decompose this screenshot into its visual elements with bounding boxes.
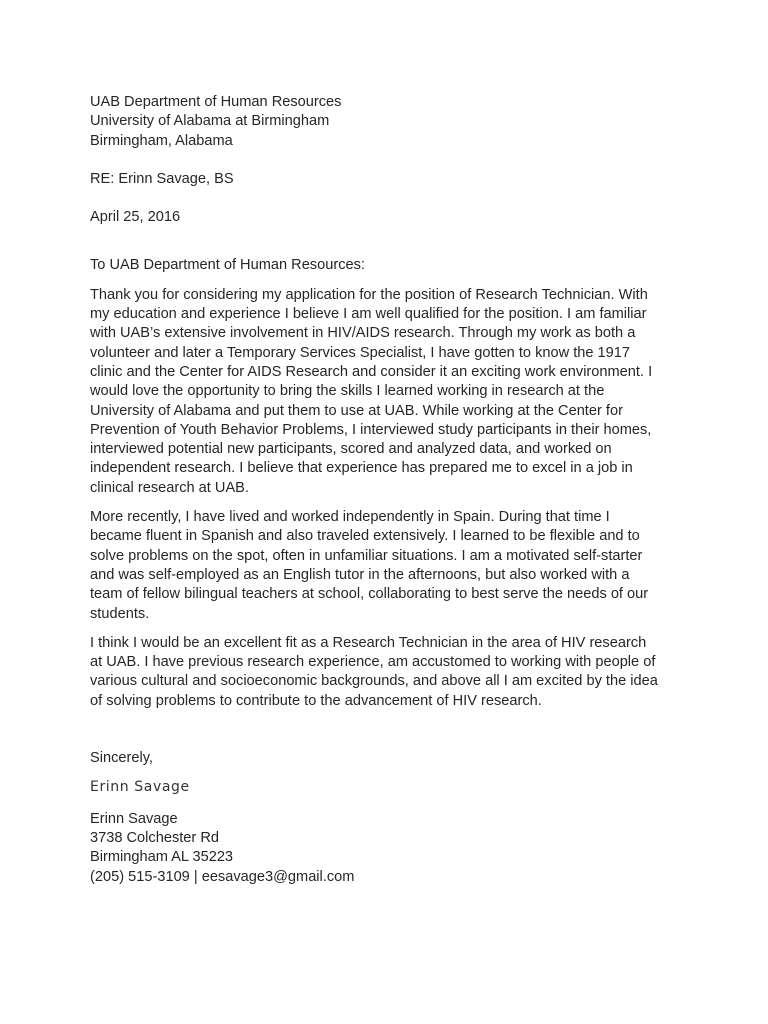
recipient-line-3: Birmingham, Alabama — [90, 132, 233, 149]
paragraph-line: my education and experience I believe I am well qualified for the position. I am familiar — [90, 306, 647, 323]
salutation: To UAB Department of Human Resources: — [90, 257, 365, 274]
paragraph-line: Prevention of Youth Behavior Problems, I interviewed study participants in their homes, — [90, 421, 652, 438]
paragraph-line: with UAB’s extensive involvement in HIV/AIDS research. Through my work as both a — [90, 325, 636, 342]
paragraph-line: of solving problems to contribute to the advancement of HIV research. — [90, 692, 542, 709]
recipient-address — [90, 93, 690, 151]
paragraph-line: solve problems on the spot, often in unfamiliar situations. I am a motivated self-starter — [90, 547, 643, 564]
paragraph-line: interviewed potential new participants, scored and analyzed data, and worked on — [90, 441, 612, 458]
paragraph-line: More recently, I have lived and worked independently in Spain. During that time I — [90, 509, 610, 526]
paragraph-line: various cultural and socioeconomic backgrounds, and above all I am excited by the idea — [90, 673, 658, 690]
paragraph-3 — [90, 634, 690, 711]
paragraph-line: students. — [90, 605, 150, 622]
recipient-line-1: UAB Department of Human Resources — [90, 94, 342, 110]
paragraph-line: team of fellow bilingual teachers at school, collaborating to best serve the needs of our — [90, 586, 649, 603]
paragraph-2 — [90, 508, 690, 624]
sender-name: Erinn Savage — [90, 810, 178, 827]
signature: Erinn Savage — [90, 779, 190, 796]
paragraph-line: clinical research at UAB. — [90, 479, 249, 496]
closing: Sincerely, — [90, 750, 153, 767]
paragraph-line: I think I would be an excellent fit as a Research Technician in the area of HIV research — [90, 634, 647, 651]
paragraph-line: volunteer and later a Temporary Services Specialist, I have gotten to know the 1917 — [90, 344, 631, 361]
paragraph-1 — [90, 286, 690, 498]
paragraph-line: would love the opportunity to bring the skills I learned working in research at the — [90, 383, 605, 400]
letter-date: April 25, 2016 — [90, 209, 181, 226]
sender-city: Birmingham AL 35223 — [90, 849, 234, 866]
paragraph-line: at UAB. I have previous research experience, am accustomed to working with people of — [90, 654, 656, 671]
paragraph-line: University of Alabama and put them to use at UAB. While working at the Center for — [90, 402, 623, 419]
cover-letter — [90, 93, 690, 887]
paragraph-line: clinic and the Center for AIDS Research and consider it an exciting work environment. I — [90, 363, 653, 380]
sender-block — [90, 810, 690, 887]
paragraph-line: became fluent in Spanish and also traveled extensively. I learned to be flexible and to — [90, 528, 640, 545]
sender-contact: (205) 515-3109 | eesavage3@gmail.com — [90, 868, 355, 885]
paragraph-line: and was self-employed as an English tutor in the afternoons, but also worked with a — [90, 566, 630, 583]
recipient-line-2: University of Alabama at Birmingham — [90, 113, 330, 130]
sender-address: 3738 Colchester Rd — [90, 829, 219, 846]
re-line: RE: Erinn Savage, BS — [90, 170, 234, 187]
paragraph-line: independent research. I believe that experience has prepared me to excel in a job in — [90, 460, 633, 477]
paragraph-line: Thank you for considering my application for the position of Research Technician. With — [90, 286, 648, 303]
